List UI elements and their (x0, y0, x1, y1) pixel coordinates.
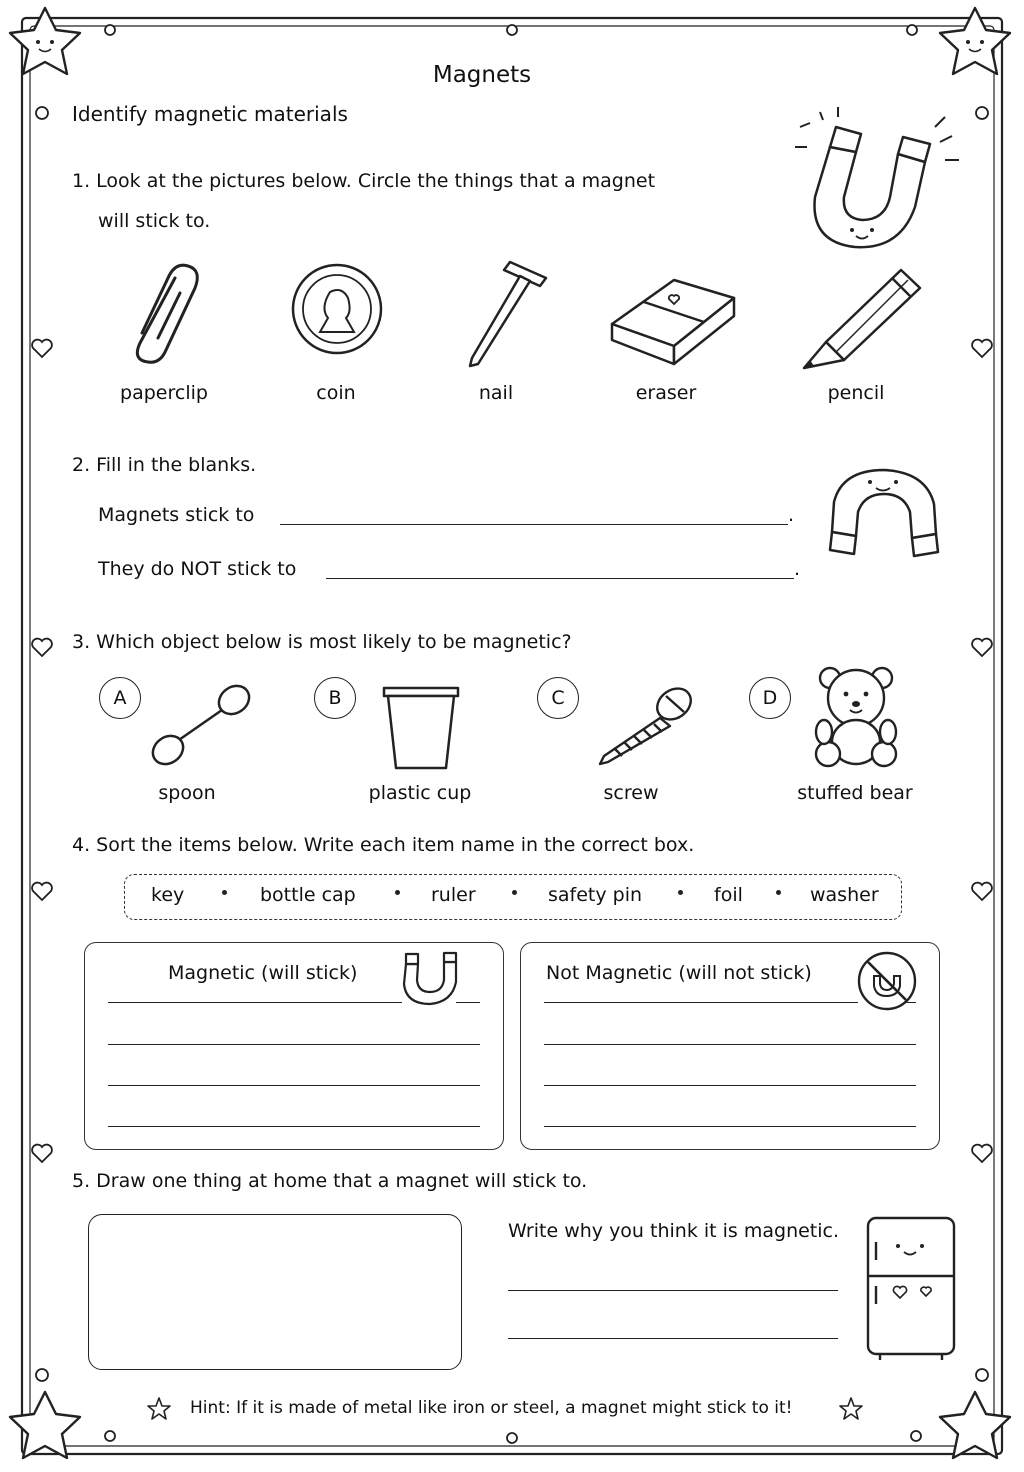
q5-prompt: Write why you think it is magnetic. (508, 1220, 840, 1242)
magnetic-answer-line[interactable] (108, 1126, 480, 1127)
word-bank (124, 874, 902, 920)
magnetic-answer-line[interactable] (108, 1002, 402, 1003)
q1-item-label: pencil (827, 382, 885, 404)
not-magnetic-box-title: Not Magnetic (will not stick) (546, 962, 812, 984)
not-magnetic-answer-line[interactable] (544, 1085, 916, 1086)
q1-text-line1: 1. Look at the pictures below. Circle the things that a magnet (72, 170, 656, 192)
option-c-circle[interactable]: C (537, 677, 579, 719)
horseshoe-magnet-icon (824, 462, 944, 582)
plastic-cup-icon[interactable] (378, 680, 464, 772)
eraser-icon[interactable] (604, 262, 740, 370)
q2-blank1-label: Magnets stick to (98, 504, 255, 526)
magnetic-answer-line (456, 1002, 480, 1003)
q1-item-label: coin (316, 382, 356, 404)
screw-icon[interactable] (596, 682, 698, 768)
q2-period: . (794, 558, 801, 580)
drawing-box[interactable] (88, 1214, 462, 1370)
word-separator (222, 890, 227, 895)
q2-blank2-label: They do NOT stick to (98, 558, 297, 580)
word-separator (678, 890, 683, 895)
spoon-icon[interactable] (146, 680, 256, 770)
q3-item-label: stuffed bear (797, 782, 913, 804)
q1-item-label: eraser (635, 382, 697, 404)
q1-text-line2: will stick to. (98, 210, 211, 232)
q2-period: . (788, 504, 795, 526)
page-title: Magnets (432, 62, 532, 88)
word-bank-item: ruler (431, 884, 476, 906)
coin-icon[interactable] (290, 262, 384, 356)
word-bank-item: bottle cap (260, 884, 356, 906)
word-bank-item: key (151, 884, 185, 906)
q5-heading: 5. Draw one thing at home that a magnet will stick to. (72, 1170, 588, 1192)
magnetic-answer-line[interactable] (108, 1085, 480, 1086)
q3-item-label: plastic cup (368, 782, 472, 804)
word-separator (512, 890, 517, 895)
word-bank-item: safety pin (548, 884, 643, 906)
refrigerator-icon (862, 1212, 962, 1364)
horseshoe-magnet-icon (400, 950, 464, 1008)
horseshoe-magnet-icon (790, 102, 970, 252)
star-outline-icon (146, 1396, 172, 1422)
q5-answer-line[interactable] (508, 1290, 838, 1291)
word-separator (395, 890, 400, 895)
word-separator (776, 890, 781, 895)
magnetic-answer-line[interactable] (108, 1044, 480, 1045)
paperclip-icon[interactable] (120, 258, 215, 368)
pencil-icon[interactable] (796, 262, 926, 372)
q3-item-label: screw (603, 782, 659, 804)
option-d-circle[interactable]: D (749, 677, 791, 719)
word-bank-item: foil (714, 884, 743, 906)
q5-answer-line[interactable] (508, 1338, 838, 1339)
magnetic-box-title: Magnetic (will stick) (168, 962, 358, 984)
hint-text: Hint: If it is made of metal like iron or steel, a magnet might stick to it! (190, 1398, 793, 1418)
teddy-bear-icon[interactable] (810, 660, 902, 772)
not-magnetic-answer-line (906, 1002, 916, 1003)
q1-item-label: paperclip (120, 382, 208, 404)
q1-item-label: nail (478, 382, 514, 404)
star-outline-icon (838, 1396, 864, 1422)
q3-item-label: spoon (158, 782, 216, 804)
not-magnetic-answer-line[interactable] (544, 1002, 858, 1003)
q2-blank1-answer-line[interactable] (280, 524, 788, 525)
q2-blank2-answer-line[interactable] (326, 578, 794, 579)
worksheet-subtitle: Identify magnetic materials (72, 102, 348, 126)
q3-heading: 3. Which object below is most likely to be magnetic? (72, 631, 572, 653)
option-b-circle[interactable]: B (314, 677, 356, 719)
q2-heading: 2. Fill in the blanks. (72, 454, 257, 476)
word-bank-item: washer (810, 884, 879, 906)
not-magnetic-answer-line[interactable] (544, 1126, 916, 1127)
option-a-circle[interactable]: A (99, 677, 141, 719)
nail-icon[interactable] (460, 254, 550, 370)
q4-heading: 4. Sort the items below. Write each item name in the correct box. (72, 834, 695, 856)
not-magnetic-answer-line[interactable] (544, 1044, 916, 1045)
